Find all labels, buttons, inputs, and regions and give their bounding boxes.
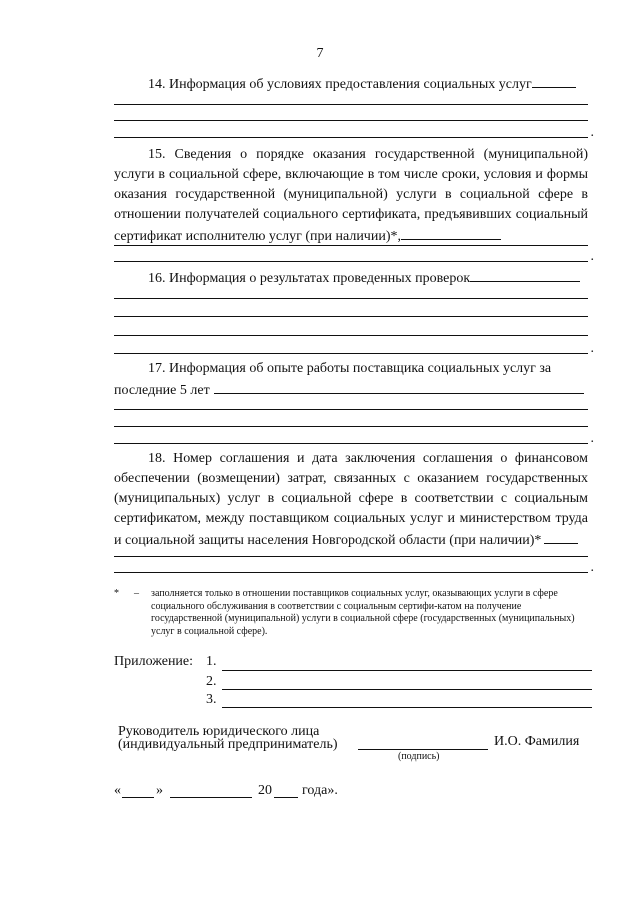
item-14-line-3[interactable] [114, 137, 588, 138]
item-15-line-1[interactable] [114, 245, 588, 246]
item-15-first-line: 15. Сведения о порядке оказания государственной (муниципальной) [148, 147, 588, 162]
footnote-mark: * [114, 588, 119, 599]
date-day-line[interactable] [122, 797, 154, 798]
date-suffix: года». [302, 783, 338, 798]
signature-role-line-1: Руководитель юридического лица [118, 724, 320, 739]
item-17-line-3[interactable] [114, 443, 588, 444]
item-16-line-3[interactable] [114, 335, 588, 336]
appendix-number-3: 3. [206, 692, 217, 707]
item-18-line-2[interactable] [114, 572, 588, 573]
date-month-line[interactable] [170, 797, 252, 798]
item-17-second-line [114, 379, 588, 401]
item-17-first-line: 17. Информация об опыте работы поставщика социальных услуг за [148, 361, 552, 376]
item-17-second-text: последние 5 лет [114, 383, 210, 398]
footnote-dash: – [134, 588, 139, 599]
item-14-fill-line[interactable] [532, 73, 576, 88]
item-14-line-1[interactable] [114, 104, 588, 105]
item-15 [114, 145, 588, 247]
item-18-line-1[interactable] [114, 556, 588, 557]
item-15-line-2[interactable] [114, 261, 588, 262]
page-number: 7 [316, 46, 324, 61]
date-year-prefix: 20 [258, 783, 272, 798]
appendix-line-2[interactable] [222, 689, 592, 690]
appendix-label: Приложение: [114, 654, 194, 669]
signature-role-line-2: (индивидуальный предприниматель) [118, 737, 338, 752]
item-16-line-1[interactable] [114, 298, 588, 299]
item-14 [114, 73, 588, 95]
signature-line[interactable] [358, 749, 488, 750]
appendix-number-2: 2. [206, 674, 217, 689]
appendix-line-3[interactable] [222, 707, 592, 708]
signature-caption: (подпись) [398, 751, 440, 762]
item-16-line-2[interactable] [114, 316, 588, 317]
item-14-line-2[interactable] [114, 120, 588, 121]
signatory-name: И.О. Фамилия [494, 734, 580, 749]
item-16-fill-line[interactable] [470, 267, 580, 282]
appendix-number-1: 1. [206, 654, 217, 669]
date-open-quote: « [114, 783, 121, 798]
footnote [114, 588, 590, 638]
item-15-fill-line[interactable] [401, 225, 501, 240]
appendix-line-1[interactable] [222, 670, 592, 671]
item-18 [114, 449, 588, 551]
item-14-text: 14. Информация об условиях предоставления социальных услуг [148, 77, 532, 92]
item-17-fill-line[interactable] [214, 379, 584, 394]
item-18-fill-line[interactable] [544, 529, 578, 544]
item-17-line-2[interactable] [114, 426, 588, 427]
item-16-text: 16. Информация о результатах проведенных проверок [148, 271, 471, 286]
item-15-text: услуги в социальной сфере, включающие в том числе сроки, условия и формы оказания государственной (муниципальной) услуги в социальной сфере в отношении получателей социального сертификата, предъявивших социальный сертификат исполнителю услуг (при наличии)*, [114, 167, 588, 244]
item-17-line-1[interactable] [114, 409, 588, 410]
item-18-first-line: 18. Номер соглашения и дата заключения соглашения о финансовом [148, 451, 588, 466]
date-close-quote: » [156, 783, 163, 798]
item-16 [114, 267, 588, 289]
footnote-text: заполняется только в отношении поставщиков социальных услуг, оказывающих услуги в сфере социального обслуживания в соответствии с социальным сертифи-катом на получение государственной (муниципальной) услуги в социальной сфере (государственных (муниципальных) услуг в социальной сфере). [151, 588, 575, 637]
item-18-text: обеспечении (возмещении) затрат, связанных с оказанием государственных (муниципальных) услуг в социальной сфере в соответствии с социальным сертификатом, между поставщиком социальных услуг и министерством труда и социальной защиты населения Новгородской области (при наличии)* [114, 471, 588, 548]
item-17 [114, 359, 588, 379]
date-year-line[interactable] [274, 797, 298, 798]
item-16-line-4[interactable] [114, 353, 588, 354]
